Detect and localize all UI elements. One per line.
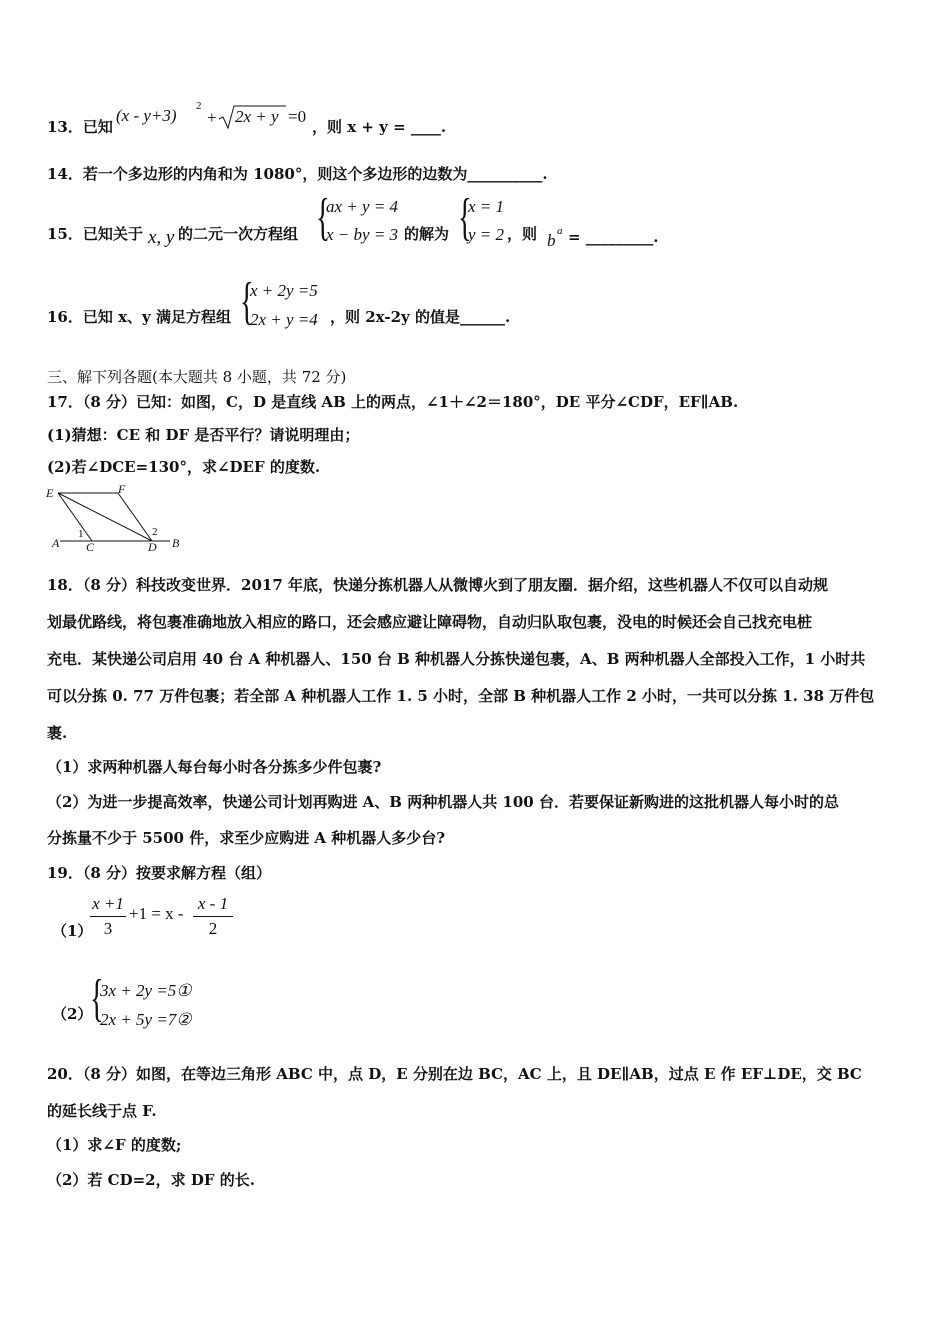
q13-label: 13．已知 [47,118,113,136]
q19-p2-eq2: 2x + 5y =7② [100,1010,192,1029]
q15-eq1: ax + y = 4 [326,197,399,216]
q18-part1: （1）求两种机器人每台每小时各分拣多少件包裹? [47,758,382,776]
q18-part2a: （2）为进一步提高效率，快递公司计划再购进 A、B 两种机器人共 100 台．若要保证新购进的这批机器人每小时的总 [47,793,839,811]
q17-part1: (1)猜想：CE 和 DF 是否平行？请说明理由； [47,426,360,444]
q19-frac2-denominator: 2 [208,919,218,938]
q13-tail: ，则 x + y = ____. [312,118,447,136]
q17-part2: (2)若∠DCE=130°，求∠DEF 的度数. [47,458,321,476]
q13-eq-zero: =0 [288,107,307,126]
q17-label-b: B [172,536,180,550]
q13-plus: + [207,108,217,127]
q15-mid: 的二元一次方程组 [178,225,299,243]
q20-part2: （2）若 CD=2，求 DF 的长. [47,1171,255,1189]
q19-frac1-denominator: 3 [103,919,113,938]
q19-frac1-numerator: x +1 [92,894,124,913]
q17-label-f: F [118,482,126,496]
q13-exponent: 2 [196,100,202,112]
q17-line-fd [118,493,152,541]
q19-p2-eq1: 3x + 2y =5① [100,981,192,1000]
section3-title: 三、解下列各题(本大题共 8 小题，共 72 分) [47,368,347,386]
q13-sqrt-content: 2x + y [235,107,279,126]
q16-eq2: 2x + y =4 [250,310,318,329]
q17-label-d: D [148,540,157,553]
q19-fraction-1 [90,893,126,940]
q15-sol1: x = 1 [468,197,505,216]
q15-then: ，则 [507,225,538,243]
q13-formula-left: (x - y+3) [116,106,177,125]
q17-angle-1: 1 [78,528,84,540]
q18-line5: 裹. [47,724,68,742]
q15-eq2: x − by = 3 [326,225,399,244]
q14-text: 14．若一个多边形的内角和为 1080°，则这个多边形的边数为__________. [47,165,548,183]
q15-a: a [557,225,563,237]
q17-label-a: A [52,536,60,550]
q17-figure [44,481,194,553]
q17-stem: 17．（8 分）已知：如图，C，D 是直线 AB 上的两点，∠1＋∠2＝180°，DE 平分∠CDF，EF∥AB. [47,393,739,411]
q15-system-brace: { [316,189,330,246]
q17-angle-2: 2 [152,526,158,538]
q16-tail: ，则 2x-2y 的值是______. [330,308,511,326]
q15-solution-label: 的解为 [404,225,450,243]
q15-b: b [547,231,556,250]
q18-part2b: 分拣量不少于 5500 件，求至少应购进 A 种机器人多少台? [47,829,446,847]
q19-p1-label: （1） [52,922,93,940]
q18-line3: 充电．某快递公司启用 40 台 A 种机器人、150 台 B 种机器人分拣快递包裹，A、B 两种机器人全部投入工作，1 小时共 [47,650,866,668]
q19-stem: 19．（8 分）按要求解方程（组） [47,864,272,882]
q19-fraction-2 [193,893,233,940]
q19-frac2-numerator: x - 1 [197,894,229,913]
q15-vars: x, y [148,227,175,248]
q16-eq1: x + 2y =5 [250,281,318,300]
q19-p2-label: （2） [52,1005,93,1023]
q15-sol2: y = 2 [468,225,505,244]
q20-part1: （1）求∠F 的度数; [47,1136,182,1154]
q16-system-brace: { [240,273,254,330]
q17-label-e: E [46,486,54,500]
q17-label-c: C [86,540,95,553]
q17-line-ed [58,493,152,541]
q20-line2: 的延长线于点 F. [47,1102,157,1120]
q17-line-ec [58,493,92,541]
q15-label: 15．已知关于 [47,225,143,243]
q18-line1: 18．（8 分）科技改变世界．2017 年底，快递分拣机器人从微博火到了朋友圈．据介绍，这些机器人不仅可以自动规 [47,576,829,594]
q18-line2: 划最优路线，将包裹准确地放入相应的路口，还会感应避让障碍物，自动归队取包裹，没电的时候还会自己找充电桩 [47,613,813,631]
q15-solution-brace: { [458,189,472,246]
q15-equals-blank: = _________. [568,228,659,246]
q20-line1: 20．（8 分）如图，在等边三角形 ABC 中，点 D，E 分别在边 BC，AC 上，且 DE∥AB，过点 E 作 EF⊥DE，交 BC [47,1065,862,1083]
q18-line4: 可以分拣 0. 77 万件包裹；若全部 A 种机器人工作 1. 5 小时，全部 B 种机器人工作 2 小时，一共可以分拣 1. 38 万件包 [47,687,875,705]
q16-label: 16．已知 x、y 满足方程组 [47,308,231,326]
q19-p1-mid: +1 = x - [129,904,184,923]
q19-system-brace: { [90,970,104,1027]
